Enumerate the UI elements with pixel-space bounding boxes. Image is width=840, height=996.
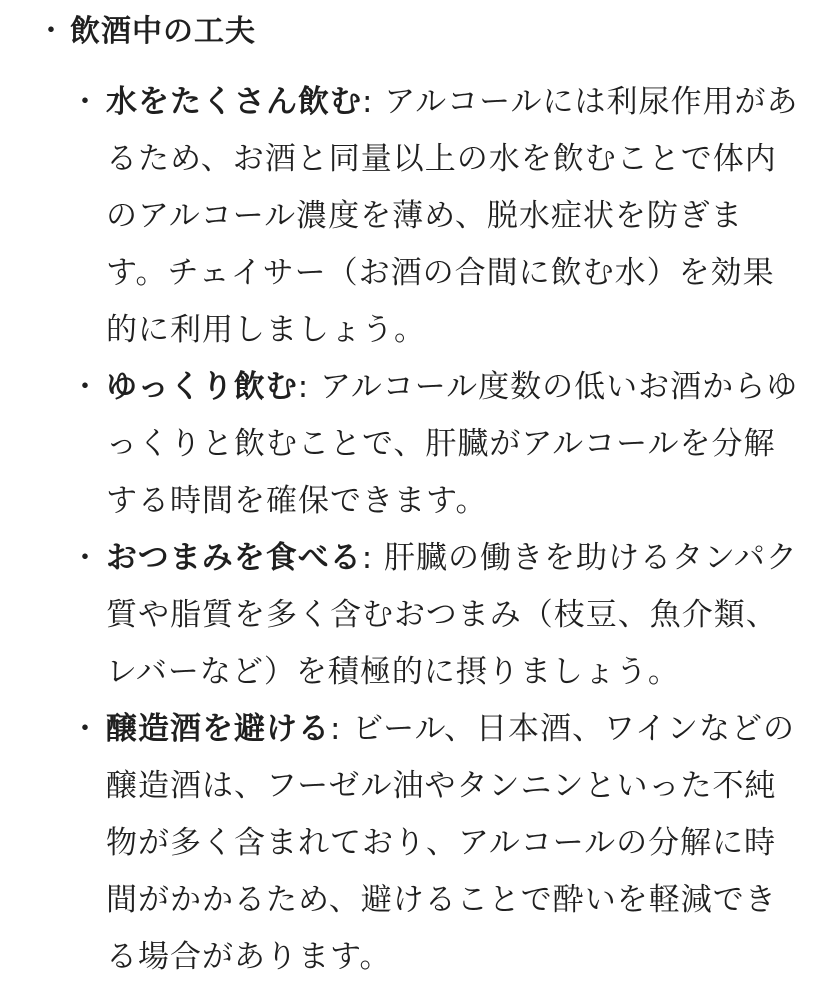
item-title: 水をたくさん飲む: [106, 84, 362, 120]
list-item-content: [106, 74, 800, 359]
item-description: ビール、日本酒、ワインなどの醸造酒は、フーゼル油やタンニンといった不純物が多く含まれており、アルコールの分解に時間がかかるため、避けることで酔いを軽減できる場合があります。: [106, 711, 796, 975]
list-item-content: [106, 359, 800, 530]
item-separator: :: [362, 84, 374, 120]
section-list-item: [36, 4, 256, 60]
tips-list: [70, 74, 800, 986]
bullet-icon: ・: [70, 541, 100, 576]
list-item: [70, 530, 800, 701]
list-item-content: [106, 530, 800, 701]
bullet-icon: ・: [70, 85, 100, 120]
item-description: アルコール度数の低いお酒からゆっくりと飲むことで、肝臓がアルコールを分解する時間を確保できます。: [106, 369, 799, 519]
list-item: [70, 701, 800, 986]
item-separator: :: [297, 369, 310, 405]
item-separator: :: [361, 540, 374, 576]
item-separator: :: [330, 711, 342, 747]
item-description: アルコールには利尿作用があるため、お酒と同量以上の水を飲むことで体内のアルコール濃度を薄め、脱水症状を防ぎます。チェイサー（お酒の合間に飲む水）を効果的に利用しましょう。: [106, 84, 799, 348]
item-title: おつまみを食べる: [106, 540, 362, 576]
item-description: 肝臓の働きを助けるタンパク質や脂質を多く含むおつまみ（枝豆、魚介類、レバーなど）を積極的に摂りましょう。: [106, 540, 798, 690]
bullet-icon: ・: [70, 712, 100, 747]
item-title: 醸造酒を避ける: [106, 711, 330, 747]
bullet-icon: ・: [36, 14, 66, 49]
list-item: [70, 74, 800, 359]
list-item: [70, 359, 800, 530]
bullet-icon: ・: [70, 370, 100, 405]
list-item-content: [106, 701, 800, 986]
item-title: ゆっくり飲む: [106, 369, 298, 405]
section-title: 飲酒中の工夫: [70, 14, 256, 49]
